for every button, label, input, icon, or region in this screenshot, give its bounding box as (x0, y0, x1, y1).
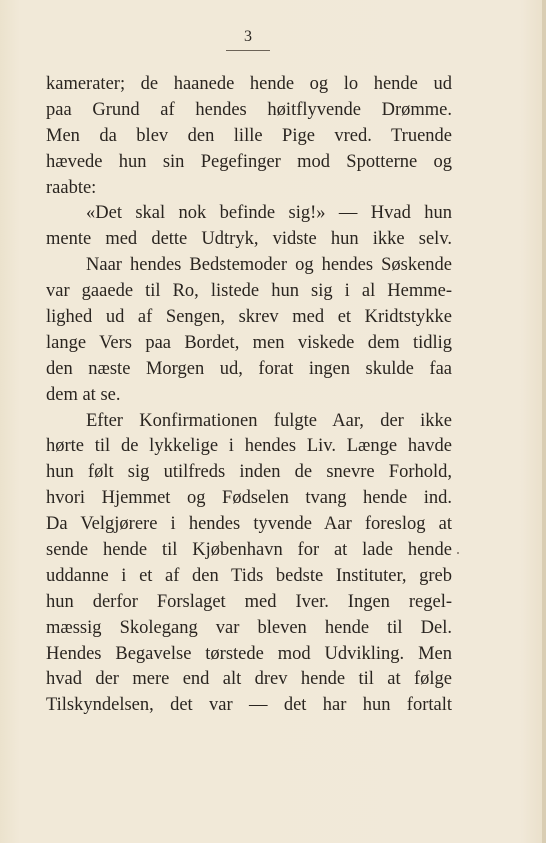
text-line: den næste Morgen ud, forat ingen skulde faa (46, 358, 452, 379)
text-line: Efter Konfirmationen fulgte Aar, der ikke (86, 410, 452, 431)
page-edge-shadow (542, 0, 546, 843)
page-number: 3 (244, 28, 252, 45)
text-line: uddanne i et af den Tids bedste Instituter, greb (46, 565, 452, 586)
text-line: mente med dette Udtryk, vidste hun ikke selv. (46, 229, 452, 250)
text-line: dem at se. (46, 384, 121, 405)
text-line: Naar hendes Bedstemoder og hendes Søskende (86, 255, 452, 276)
text-line: Men da blev den lille Pige vred. Truende (46, 125, 452, 146)
text-line: Tilskyndelsen, det var — det har hun fortalt (46, 695, 452, 716)
text-line: hvori Hjemmet og Fødselen tvang hende ind. (46, 488, 452, 509)
page-number-underline (226, 50, 270, 51)
text-line: mæssig Skolegang var bleven hende til Del. (46, 617, 452, 638)
text-line: hvad der mere end alt drev hende til at følge (46, 669, 452, 690)
text-line: sende hende til Kjøbenhavn for at lade hende (46, 540, 452, 561)
text-line: var gaaede til Ro, listede hun sig i al Hemme- (46, 281, 452, 302)
text-line: paa Grund af hendes høitflyvende Drømme. (46, 99, 452, 120)
text-line: raabte: (46, 177, 97, 198)
text-line: hørte til de lykkelige i hendes Liv. Længe havde (46, 436, 452, 457)
text-line: lange Vers paa Bordet, men viskede dem tidlig (46, 332, 452, 353)
text-line: Da Velgjørere i hendes tyvende Aar foreslog at (46, 514, 452, 535)
body-text (46, 72, 452, 719)
text-line: «Det skal nok befinde sig!» — Hvad hun (86, 203, 452, 224)
text-line: kamerater; de haanede hende og lo hende ud (46, 74, 452, 94)
print-speck (457, 552, 459, 554)
text-line: Hendes Begavelse tørstede mod Udvikling. Men (46, 643, 452, 664)
text-line: hævede hun sin Pegefinger mod Spotterne og (46, 151, 452, 172)
text-line: hun følt sig utilfreds inden de snevre Forhold, (46, 462, 452, 483)
text-line: hun derfor Forslaget med Iver. Ingen regel- (46, 591, 452, 612)
text-line: lighed ud af Sengen, skrev med et Kridtstykke (46, 307, 452, 328)
